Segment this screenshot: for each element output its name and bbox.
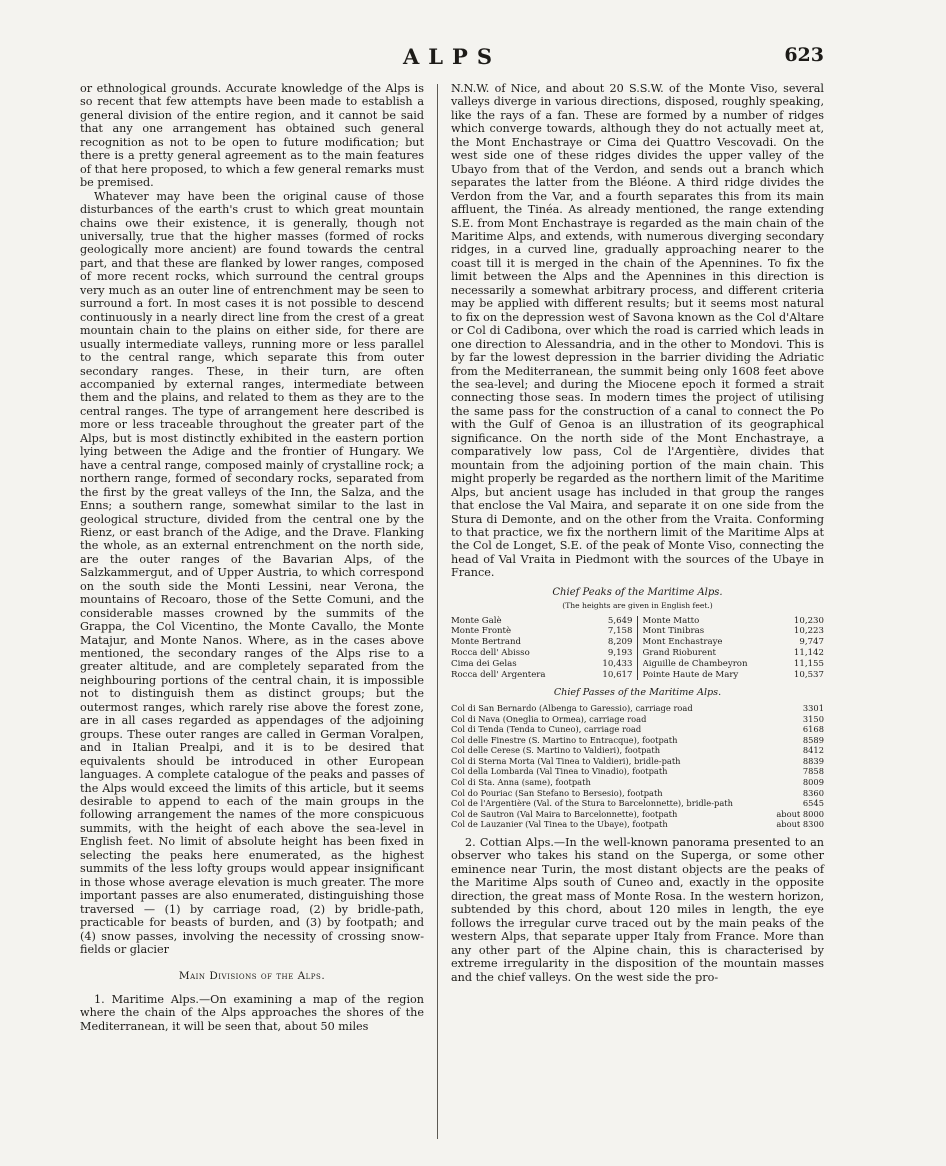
entry-name: Mont Enchastraye: [642, 637, 723, 648]
entry-height: 7858: [802, 766, 824, 777]
left-column: [80, 82, 424, 1033]
entry-name: Grand Rioburent: [642, 648, 716, 659]
entry-height: 9,193: [607, 648, 633, 659]
paragraph: or ethnological grounds. Accurate knowledge of the Alps is so recent that few attempts have been made to establish a general division of the entire region, and it cannot be said that any one arrangement has obtained such general recognition as not to be open to future modification; but there is a pretty general agreement as to the main features of that here proposed, to which a few general remarks must be premised.: [80, 82, 424, 190]
entry-name: Col di Nava (Oneglia to Ormea), carriage road: [451, 713, 647, 724]
entry-name: Col do Pouriac (San Stefano to Bersesio), footpath: [451, 787, 663, 798]
table-row: [451, 788, 824, 799]
peaks-column-left: [451, 616, 638, 681]
table-row: [451, 809, 824, 820]
passes-table-title: Chief Passes of the Maritime Alps.: [553, 687, 722, 699]
table-row: [451, 756, 824, 767]
table-row: [643, 659, 825, 670]
entry-name: Aiguille de Chambeyron: [642, 658, 748, 669]
table-row: [643, 670, 825, 681]
entry-height: 8009: [802, 777, 824, 788]
entry-height: 8360: [802, 787, 824, 798]
entry-height: 10,617: [602, 669, 633, 680]
table-row: [643, 626, 825, 637]
entry-name: Monte Frontè: [451, 626, 512, 637]
paragraph: 2. Cottian Alps.—In the well-known panorama presented to an observer who takes his stand on the Superga, or some other eminence near Turin, the most distant objects are the peaks of the Maritime Alps south of Cuneo and, exactly in the opposite direction, the great mass of Monte Rosa. In the western horizon, subtended by this chord, about 120 miles in length, the eye follows the irregular curve traced out by the main peaks of the western Alps, that separate upper Italy from France. More than any other part of the Alpine chain, this is characterised by extreme irregularity in the disposition of the mountain masses and the chief valleys. On the west side the pro-: [451, 836, 824, 984]
passes-table: [451, 703, 824, 830]
entry-name: Col di Sta. Anna (same), footpath: [451, 777, 591, 788]
table-row: [451, 745, 824, 756]
entry-name: Mont Tinibras: [642, 626, 705, 637]
peaks-table-note: (The heights are given in English feet.): [562, 601, 713, 611]
entry-name: Col delle Cerese (S. Martino to Valdieri), footpath: [451, 745, 661, 756]
entry-name: Monte Bertrand: [451, 637, 522, 648]
entry-name: Col de Sautron (Val Maira to Barcelonnette), footpath: [451, 808, 678, 819]
entry-name: Monte Matto: [642, 615, 700, 626]
table-row: [451, 724, 824, 735]
section-heading: Main Divisions of the Alps.: [178, 970, 326, 983]
table-row: [451, 648, 633, 659]
page-header: [80, 44, 824, 74]
entry-height: 3301: [802, 702, 824, 713]
table-row: [451, 766, 824, 777]
paragraph: Whatever may have been the original cause of those disturbances of the earth's crust to which great mountain chains owe their existence, it is generally, though not universally, true that the higher masses (formed of rocks geologically more ancient) are found towards the central part, and that these are flanked by lower ranges, composed of more recent rocks, which surround the central groups very much as an outer line of entrenchment may be seen to surround a fort. In most cases it is not possible to descend continuously in a nearly direct line from the crest of a great mountain chain to the plains on either side, for there are usually intermediate valleys, running more or less parallel to the central range, which separate this from outer secondary ranges. These, in their turn, are often accompanied by external ranges, intermediate between them and the plains, and related to them as they are to the central ranges. The type of arrangement here described is more or less traceable throughout the greater part of the Alps, but is most distinctly exhibited in the eastern portion lying between the Adige and the frontier of Hungary. We have a central range, composed mainly of crystalline rock; a northern range, formed of secondary rocks, separated from the first by the great valleys of the Inn, the Salza, and the Enns; a southern range, somewhat similar to the last in geological structure, divided from the central one by the Rienz, or east branch of the Adige, and the Drave. Flanking the whole, as an external entrenchment on the north side, are the outer ranges of the Bavarian Alps, of the Salzkammergut, and of Upper Austria, to which correspond on the south side the Monti Lessini, near Verona, the mountains of Recoaro, those of the Sette Comuni, and the considerable masses crowned by the summits of the Grappa, the Col Vicentino, the Monte Cavallo, the Monte Matajur, and Monte Nanos. Where, as in the cases above mentioned, the secondary ranges of the Alps rise to a greater altitude, and are completely separated from the neighbouring portions of the central chain, it is impossible not to distinguish them as distinct groups; but the outermost ranges, which rarely rise above the forest zone, are in all cases regarded as appendages of the adjoining groups. These outer ranges are called in German Voralpen, and in Italian Prealpi, and it is to be desired that equivalents should be introduced in other European languages. A complete catalogue of the peaks and passes of the Alps would exceed the limits of this article, but it seems desirable to append to each of the main groups in the following arrangement the names of the more conspicuous summits, with the height of each above the sea-level in English feet. No limit of absolute height has been fixed in selecting the peaks here enumerated, as the highest summits of the less lofty groups would appear insignificant in those whose average elevation is much greater. The more important passes are also enumerated, distinguishing those traversed — (1) by carriage road, (2) by bridle-path, practicable for beasts of burden, and (3) by footpath; and (4) snow passes, involving the necessity of crossing snow-fields or glacier: [80, 189, 424, 956]
table-row: [451, 703, 824, 714]
entry-name: Rocca dell' Argentera: [451, 669, 546, 680]
table-row: [451, 735, 824, 746]
entry-height: about 8000: [776, 808, 824, 819]
table-row: [451, 670, 633, 681]
entry-height: 5,649: [607, 615, 633, 626]
table-row: [643, 616, 825, 627]
entry-name: Cima dei Gelas: [451, 658, 517, 669]
entry-height: about 8300: [776, 819, 824, 830]
entry-name: Col della Lombarda (Val Tinea to Vinadio), footpath: [451, 766, 668, 777]
entry-name: Col de Lauzanier (Val Tinea to the Ubaye), footpath: [451, 819, 668, 830]
table-row: [451, 616, 633, 627]
entry-name: Col di San Bernardo (Albenga to Garessio), carriage road: [451, 702, 693, 713]
entry-height: 3150: [802, 713, 824, 724]
entry-name: Col de l'Argentière (Val. of the Stura to Barcelonnette), bridle-path: [451, 798, 733, 809]
right-column: [451, 82, 824, 984]
table-row: [451, 626, 633, 637]
entry-height: 8,209: [607, 637, 633, 648]
entry-name: Monte Galè: [451, 615, 502, 626]
table-row: [643, 637, 825, 648]
table-row: [643, 648, 825, 659]
column-divider: [437, 84, 438, 1139]
entry-name: Col di Tenda (Tenda to Cuneo), carriage road: [451, 724, 642, 735]
table-row: [451, 777, 824, 788]
table-row: [451, 637, 633, 648]
entry-height: 6545: [802, 798, 824, 809]
table-row: [451, 714, 824, 725]
entry-height: 7,158: [607, 626, 633, 637]
table-row: [451, 819, 824, 830]
peaks-table-title: Chief Peaks of the Maritime Alps.: [552, 586, 723, 598]
entry-height: 10,230: [793, 615, 824, 626]
table-row: [451, 798, 824, 809]
entry-height: 9,747: [799, 637, 824, 648]
entry-height: 8589: [802, 734, 824, 745]
paragraph: 1. Maritime Alps.—On examining a map of the region where the chain of the Alps approaches the shores of the Mediterranean, it will be seen that, about 50 miles: [80, 992, 424, 1033]
running-title: ALPS: [402, 44, 501, 69]
entry-height: 11,155: [793, 658, 824, 669]
entry-height: 11,142: [793, 648, 824, 659]
entry-height: 10,223: [793, 626, 824, 637]
entry-name: Col delle Finestre (S. Martino to Entracque), footpath: [451, 734, 678, 745]
entry-name: Pointe Haute de Mary: [642, 669, 739, 680]
entry-height: 10,433: [602, 658, 633, 669]
entry-height: 6168: [802, 724, 824, 735]
entry-height: 8839: [802, 755, 824, 766]
entry-name: Rocca dell' Abisso: [451, 648, 530, 659]
page-number: 623: [784, 44, 824, 66]
entry-height: 8412: [802, 745, 824, 756]
entry-height: 10,537: [793, 669, 824, 680]
peaks-table: [451, 616, 824, 681]
paragraph: N.N.W. of Nice, and about 20 S.S.W. of the Monte Viso, several valleys diverge in various directions, disposed, roughly speaking, like the rays of a fan. These are formed by a number of ridges which converge towards, although they do not actually meet at, the Mont Enchastraye or Cima dei Quattro Vescovadi. On the west side one of these ridges divides the upper valley of the Ubayo from that of the Verdon, and sends out a branch which separates the latter from the Bléone. A third ridge divides the Verdon from the Var, and a fourth separates this from its main affluent, the Tinéa. As already mentioned, the range extending S.E. from Mont Enchastraye is regarded as the main chain of the Maritime Alps, and extends, with numerous diverging secondary ridges, in a curved line, gradually approaching nearer to the coast till it is merged in the chain of the Apennines. To fix the limit between the Alps and the Apennines in this direction is necessarily a somewhat arbitrary process, and different criteria may be applied with different results; but it seems most natural to fix on the depression west of Savona known as the Col d'Altare or Col di Cadibona, over which the road is carried which leads in one direction to Alessandria, and in the other to Mondovi. This is by far the lowest depression in the barrier dividing the Adriatic from the Mediterranean, the summit being only 1608 feet above the sea-level; and during the Miocene epoch it formed a strait connecting those seas. In modern times the project of utilising the same pass for the construction of a canal to connect the Po with the Gulf of Genoa is an illustration of its geographical significance. On the north side of the Mont Enchastraye, a comparatively low pass, Col de l'Argentière, divides that mountain from the adjoining portion of the main chain. This might properly be regarded as the northern limit of the Maritime Alps, but ancient usage has included in that group the ranges that enclose the Val Maira, and separate it on one side from the Stura di Demonte, and on the other from the Vraita. Conforming to that practice, we fix the northern limit of the Maritime Alps at the Col de Longet, S.E. of the peak of Monte Viso, connecting the head of Val Vraita in Piedmont with the sources of the Ubaye in France.: [451, 82, 824, 580]
entry-name: Col di Sterna Morta (Val Tinea to Valdieri), bridle-path: [451, 755, 681, 766]
table-row: [451, 659, 633, 670]
peaks-column-right: [638, 616, 825, 681]
